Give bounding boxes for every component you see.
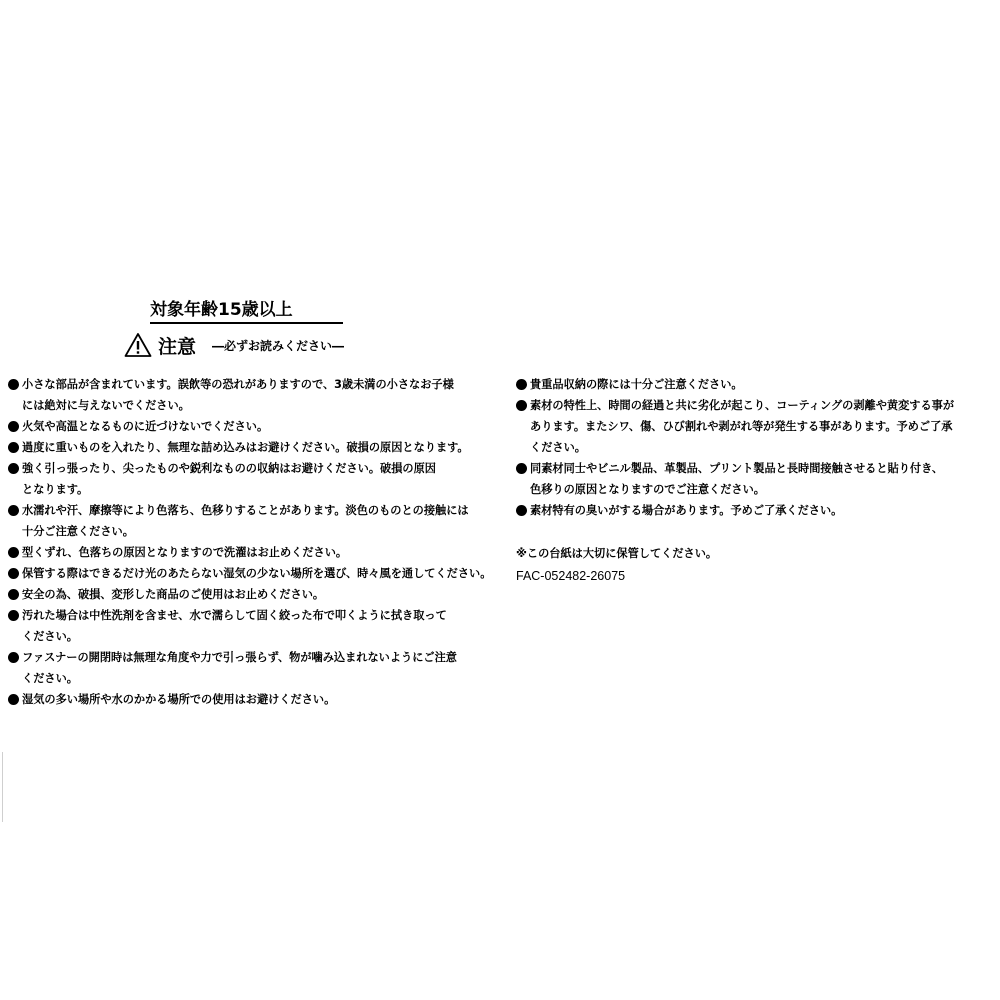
list-item: [8, 458, 496, 500]
item-line: ください。: [530, 441, 586, 454]
storage-note: ※この台紙は大切に保管してください。: [516, 547, 718, 560]
item-line: 貴重品収納の際には十分ご注意ください。: [530, 378, 743, 391]
right-caution-list: [516, 374, 994, 521]
item-line: 安全の為、破損、変形した商品のご使用はお止めください。: [22, 588, 325, 601]
item-line: 湿気の多い場所や水のかかる場所での使用はお避けください。: [22, 693, 336, 706]
bullet-icon: [516, 400, 527, 411]
age-title: 対象年齢15歳以上: [150, 298, 343, 324]
item-line: 保管する際はできるだけ光のあたらない湿気の少ない場所を選び、時々風を通してください。: [22, 567, 492, 580]
bullet-icon: [8, 547, 19, 558]
bullet-icon: [8, 694, 19, 705]
list-item: [8, 416, 496, 437]
bullet-icon: [8, 421, 19, 432]
item-line: 同素材同士やビニル製品、革製品、プリント製品と長時間接触させると貼り付き、: [530, 462, 944, 475]
item-line: 水濡れや汗、摩擦等により色落ち、色移りすることがあります。淡色のものとの接触には: [22, 504, 469, 517]
list-item: [8, 647, 496, 689]
item-line: 過度に重いものを入れたり、無理な詰め込みはお避けください。破損の原因となります。: [22, 441, 469, 454]
item-line: 強く引っ張ったり、尖ったものや鋭利なものの収納はお避けください。破損の原因: [22, 462, 436, 475]
item-line: ください。: [22, 672, 78, 685]
item-line: 色移りの原因となりますのでご注意ください。: [530, 483, 765, 496]
list-item: [8, 500, 496, 542]
item-line: ください。: [22, 630, 78, 643]
item-line: 十分ご注意ください。: [22, 525, 134, 538]
bullet-icon: [8, 442, 19, 453]
list-item: [8, 563, 496, 584]
bullet-icon: [8, 568, 19, 579]
item-line: ファスナーの開閉時は無理な角度や力で引っ張らず、物が噛み込まれないようにご注意: [22, 651, 457, 664]
bullet-icon: [8, 379, 19, 390]
bullet-icon: [8, 610, 19, 621]
list-item: [8, 374, 496, 416]
item-line: 小さな部品が含まれています。誤飲等の恐れがありますので、3歳未満の小さなお子様: [22, 378, 454, 391]
list-item: [8, 584, 496, 605]
left-caution-list: [8, 374, 496, 710]
bullet-icon: [516, 505, 527, 516]
list-item: [516, 458, 994, 500]
item-line: 型くずれ、色落ちの原因となりますので洗濯はお止めください。: [22, 546, 348, 559]
list-item: [8, 437, 496, 458]
item-line: あります。またシワ、傷、ひび割れや剥がれ等が発生する事があります。予めご了承: [530, 420, 953, 433]
product-code: FAC-052482-26075: [516, 569, 626, 583]
bullet-icon: [8, 463, 19, 474]
list-item: [516, 374, 994, 395]
list-item: [516, 395, 994, 458]
item-line: 汚れた場合は中性洗剤を含ませ、水で濡らして固く絞った布で叩くように拭き取って: [22, 609, 447, 622]
list-item: [8, 605, 496, 647]
list-item: [8, 542, 496, 563]
bullet-icon: [8, 589, 19, 600]
bullet-icon: [8, 505, 19, 516]
caution-header: [124, 331, 344, 359]
item-line: 火気や高温となるものに近づけないでください。: [22, 420, 269, 433]
list-item: [516, 500, 994, 521]
bullet-icon: [8, 652, 19, 663]
bullet-icon: [516, 463, 527, 474]
edge-divider: [2, 752, 3, 822]
footer-notes: [516, 543, 717, 587]
item-line: 素材の特性上、時間の経過と共に劣化が起こり、コーティングの剥離や黄変する事が: [530, 399, 955, 412]
caution-word: 注意: [158, 335, 197, 358]
bullet-icon: [516, 379, 527, 390]
item-line: となります。: [22, 483, 89, 496]
item-line: には絶対に与えないでください。: [22, 399, 190, 412]
warning-triangle-icon: [124, 332, 152, 358]
item-line: 素材特有の臭いがする場合があります。予めご了承ください。: [530, 504, 843, 517]
list-item: [8, 689, 496, 710]
caution-subtitle: ―必ずお読みください―: [212, 338, 345, 353]
